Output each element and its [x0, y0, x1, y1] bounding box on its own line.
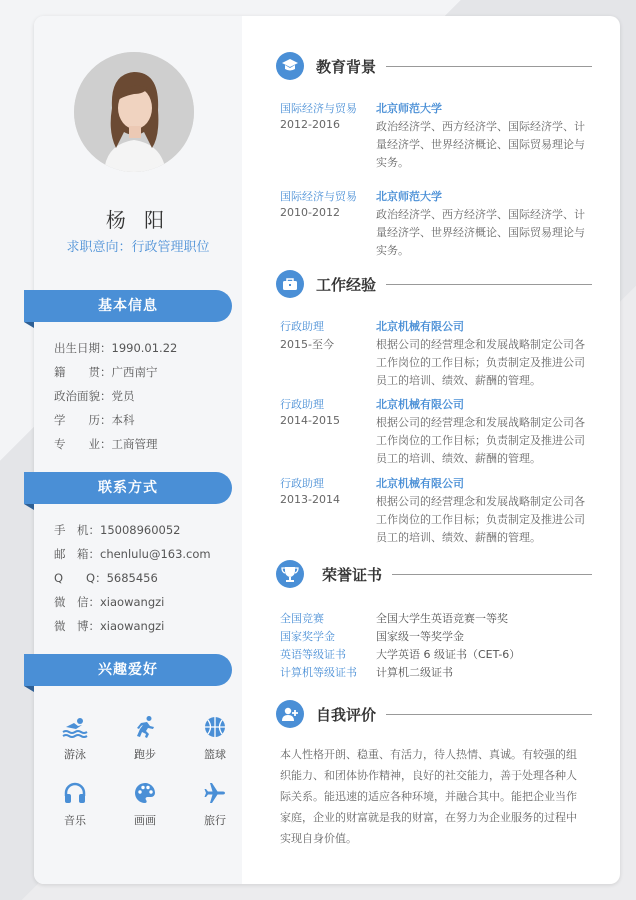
honor-category: 英语等级证书	[280, 648, 346, 661]
briefcase-icon	[276, 270, 304, 298]
section-divider	[386, 284, 592, 285]
contact-qq: Q Q：5685456	[54, 571, 158, 585]
hobby-label: 音乐	[64, 814, 86, 827]
airplane-icon	[180, 778, 250, 808]
self-eval-text: 本人性格开朗、稳重、有活力，待人热情、真诚。有较强的组织能力、和团体协作精神，良好的社交能力，善于处理各种人际关系。能迅速的适应各种环境，并融合其中。能把企业当作家庭，企业的财富就是我的财富，在努力为企业服务的过程中实现自身价值。	[280, 748, 577, 845]
honors-section-header	[276, 560, 592, 590]
honor-detail: 国家级一等奖学金	[376, 630, 464, 643]
section-divider	[386, 66, 592, 67]
education-entry	[280, 100, 590, 172]
info-hometown: 籍 贯：广西南宁	[54, 365, 158, 379]
work-description: 根据公司的经营理念和发展战略制定公司各工作岗位的工作目标；负责制定及推进公司员工的培训、绩效、薪酬的管理。	[376, 338, 585, 387]
run-icon	[110, 712, 180, 742]
info-major: 专 业：工商管理	[54, 437, 158, 451]
education-school: 北京师范大学	[376, 102, 442, 115]
honor-category: 国家奖学金	[280, 630, 335, 643]
work-role: 行政助理	[280, 320, 324, 333]
sidebar	[34, 16, 242, 884]
honor-category: 计算机等级证书	[280, 666, 357, 679]
work-entry	[280, 396, 590, 468]
hobby-label: 篮球	[204, 748, 226, 761]
work-company: 北京机械有限公司	[376, 477, 464, 490]
education-period: 2010-2012	[280, 206, 340, 219]
education-description: 政治经济学、西方经济学、国际经济学、计量经济学、世界经济概论、国际贸易理论与实务。	[376, 208, 585, 257]
hobby-item	[180, 778, 250, 828]
honor-row	[280, 664, 590, 682]
hobby-label: 跑步	[134, 748, 156, 761]
hobbies-grid	[40, 712, 240, 828]
basic-info-header: 基本信息	[24, 290, 232, 322]
hobby-item	[40, 778, 110, 828]
contact-wechat: 微 信：xiaowangzi	[54, 595, 165, 609]
honor-category: 全国竞赛	[280, 612, 324, 625]
swim-icon	[40, 712, 110, 742]
self-eval-section-header	[276, 700, 592, 730]
education-period: 2012-2016	[280, 118, 340, 131]
contact-weibo: 微 博：xiaowangzi	[54, 619, 165, 633]
contact-header: 联系方式	[24, 472, 232, 504]
hobby-item	[180, 712, 250, 762]
honor-detail: 计算机二级证书	[376, 666, 453, 679]
candidate-name: 杨 阳	[105, 208, 171, 232]
work-entry	[280, 475, 590, 547]
education-major: 国际经济与贸易	[280, 102, 357, 115]
work-period: 2015-至今	[280, 338, 334, 351]
palette-icon	[110, 778, 180, 808]
section-divider	[392, 574, 592, 575]
work-company: 北京机械有限公司	[376, 398, 464, 411]
honor-row	[280, 610, 590, 628]
work-company: 北京机械有限公司	[376, 320, 464, 333]
hobby-item	[40, 712, 110, 762]
work-description: 根据公司的经营理念和发展战略制定公司各工作岗位的工作目标；负责制定及推进公司员工的培训、绩效、薪酬的管理。	[376, 495, 585, 544]
self-eval-title: 自我评价	[316, 706, 377, 724]
education-major: 国际经济与贸易	[280, 190, 357, 203]
education-school: 北京师范大学	[376, 190, 442, 203]
work-period: 2014-2015	[280, 414, 340, 427]
hobby-label: 旅行	[204, 814, 226, 827]
honor-row	[280, 628, 590, 646]
education-entry	[280, 188, 590, 260]
work-section-header	[276, 270, 592, 300]
section-divider	[386, 714, 592, 715]
honor-detail: 大学英语 6 级证书（CET-6）	[376, 648, 521, 661]
graduation-cap-icon	[276, 52, 304, 80]
contact-list	[54, 518, 234, 638]
trophy-icon	[276, 560, 304, 588]
hobby-label: 游泳	[64, 748, 86, 761]
work-role: 行政助理	[280, 398, 324, 411]
work-role: 行政助理	[280, 477, 324, 490]
resume-card	[34, 16, 620, 884]
job-intent: 求职意向：行政管理职位	[66, 240, 210, 255]
avatar	[74, 52, 194, 172]
honors-title: 荣誉证书	[322, 566, 383, 584]
contact-email: 邮 箱：chenlulu@163.com	[54, 547, 211, 561]
user-plus-icon	[276, 700, 304, 728]
hobby-item	[110, 712, 180, 762]
education-section-header	[276, 52, 592, 82]
honor-row	[280, 646, 590, 664]
honor-detail: 全国大学生英语竞赛一等奖	[376, 612, 508, 625]
basic-info-list	[54, 336, 234, 456]
headphones-icon	[40, 778, 110, 808]
education-description: 政治经济学、西方经济学、国际经济学、计量经济学、世界经济概论、国际贸易理论与实务。	[376, 120, 585, 169]
avatar-portrait-icon	[74, 52, 194, 172]
basketball-icon	[180, 712, 250, 742]
education-title: 教育背景	[316, 58, 377, 76]
work-title: 工作经验	[316, 276, 377, 294]
hobbies-header: 兴趣爱好	[24, 654, 232, 686]
contact-phone: 手 机：15008960052	[54, 523, 181, 537]
work-entry	[280, 318, 590, 390]
info-political-status: 政治面貌：党员	[54, 389, 135, 403]
info-education: 学 历：本科	[54, 413, 135, 427]
info-birthdate: 出生日期：1990.01.22	[54, 341, 178, 355]
work-period: 2013-2014	[280, 493, 340, 506]
work-description: 根据公司的经营理念和发展战略制定公司各工作岗位的工作目标；负责制定及推进公司员工的培训、绩效、薪酬的管理。	[376, 416, 585, 465]
hobby-item	[110, 778, 180, 828]
hobby-label: 画画	[134, 814, 156, 827]
